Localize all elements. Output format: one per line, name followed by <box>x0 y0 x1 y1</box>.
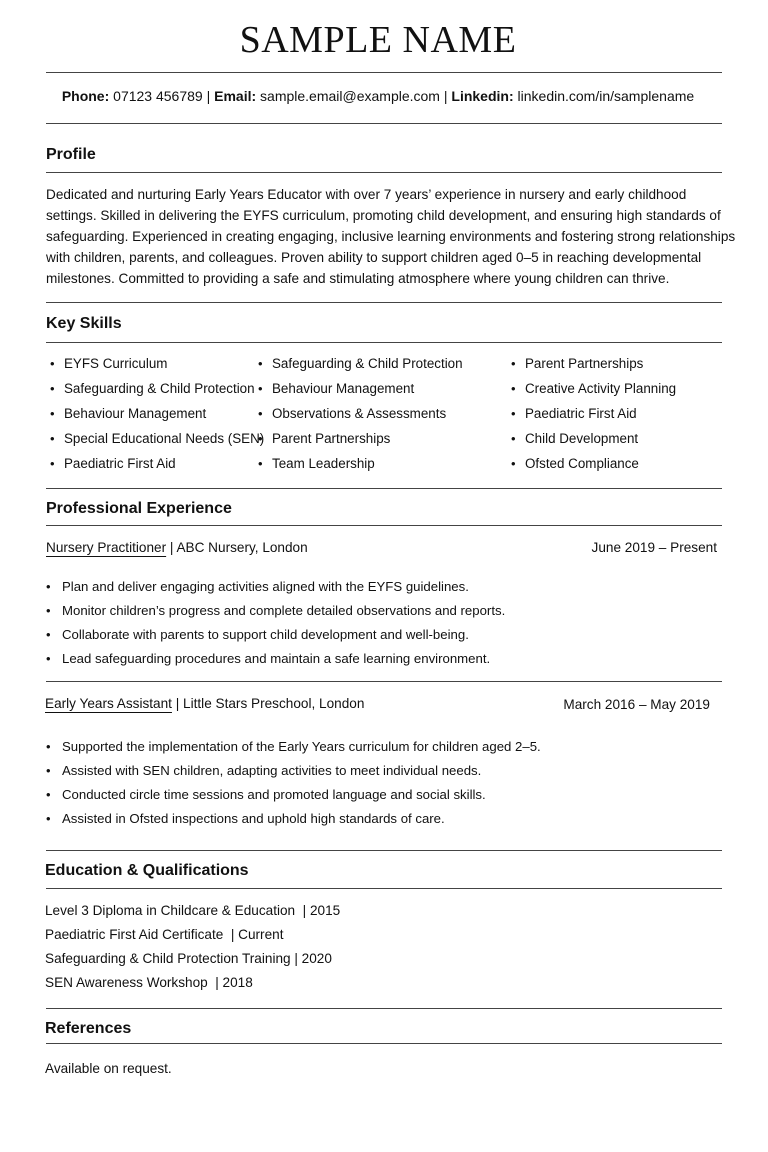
profile-line: Dedicated and nurturing Early Years Educator with over 7 years’ experience in nursery and early childhood <box>46 187 687 202</box>
profile-line: safeguarding. Experienced in creating engaging, inclusive learning environments and fostering strong relationships <box>46 229 736 244</box>
skill-item: • Parent Partnerships <box>258 426 463 451</box>
skill-item: • Safeguarding & Child Protection <box>50 376 264 401</box>
skill-item: • Ofsted Compliance <box>511 451 676 476</box>
skill-item: • Safeguarding & Child Protection <box>258 351 463 376</box>
divider <box>46 488 722 489</box>
skills-column-1 <box>50 351 264 476</box>
divider <box>46 302 722 303</box>
skill-item: • Behaviour Management <box>50 401 264 426</box>
phone-value: 07123 456789 <box>113 88 203 104</box>
qualification-item: Safeguarding & Child Protection Training | 2020 <box>45 951 332 966</box>
candidate-name: SAMPLE NAME <box>239 19 517 61</box>
divider <box>46 1043 722 1044</box>
profile-line: milestones. Committed to providing a safe and stimulating atmosphere where young children can thrive. <box>46 271 670 286</box>
divider <box>46 1008 722 1009</box>
linkedin-label: Linkedin: <box>451 88 514 104</box>
contact-line <box>0 88 756 104</box>
duty-item: • Collaborate with parents to support child development and well-being. <box>46 623 505 647</box>
job-employer: | Little Stars Preschool, London <box>171 696 365 711</box>
divider <box>46 681 722 682</box>
skill-item: • Observations & Assessments <box>258 401 463 426</box>
job-dates: June 2019 – Present <box>591 540 717 555</box>
divider <box>46 72 722 73</box>
job-duties <box>46 575 505 671</box>
job-duties <box>46 735 541 831</box>
duty-item: • Monitor children’s progress and complete detailed observations and reports. <box>46 599 505 623</box>
job-dates: March 2016 – May 2019 <box>563 697 710 712</box>
references-text: Available on request. <box>45 1061 172 1076</box>
divider <box>46 888 722 889</box>
duty-item: • Conducted circle time sessions and promoted language and social skills. <box>46 783 541 807</box>
skill-item: • Paediatric First Aid <box>50 451 264 476</box>
education-heading: Education & Qualifications <box>45 862 249 879</box>
qualification-item: SEN Awareness Workshop | 2018 <box>45 975 253 990</box>
qualification-item: Level 3 Diploma in Childcare & Education | 2015 <box>45 903 341 918</box>
qualifications-list <box>45 899 340 995</box>
skill-item: • Parent Partnerships <box>511 351 676 376</box>
phone-label: Phone: <box>61 88 110 104</box>
separator: | <box>443 88 448 104</box>
separator: | <box>206 88 211 104</box>
profile-line: with children, parents, and colleagues. Proven ability to support children aged 0–5 in reaching developmental <box>46 250 702 265</box>
job-employer: | ABC Nursery, London <box>166 540 308 555</box>
references-heading: References <box>45 1020 132 1037</box>
duty-item: • Plan and deliver engaging activities aligned with the EYFS guidelines. <box>46 575 505 599</box>
job-role: Early Years Assistant <box>45 696 172 711</box>
job-title-line <box>45 696 364 711</box>
experience-heading: Professional Experience <box>46 500 232 517</box>
skills-column-3 <box>511 351 676 476</box>
skill-item: • Behaviour Management <box>258 376 463 401</box>
skill-item: • Special Educational Needs (SEN) <box>50 426 264 451</box>
email-value: sample.email@example.com <box>260 88 440 104</box>
job-title-line <box>46 540 308 555</box>
duty-item: • Supported the implementation of the Early Years curriculum for children aged 2–5. <box>46 735 541 759</box>
linkedin-value: linkedin.com/in/samplename <box>517 88 695 104</box>
skill-item: • Creative Activity Planning <box>511 376 676 401</box>
divider <box>46 342 722 343</box>
divider <box>46 525 722 526</box>
profile-line: settings. Skilled in delivering the EYFS curriculum, promoting child development, and ensuring high standards of <box>46 208 721 223</box>
skills-column-2 <box>258 351 463 476</box>
email-label: Email: <box>214 88 257 104</box>
skill-item: • Paediatric First Aid <box>511 401 676 426</box>
qualification-item: Paediatric First Aid Certificate | Current <box>45 927 284 942</box>
divider <box>46 123 722 124</box>
skill-item: • EYFS Curriculum <box>50 351 264 376</box>
profile-heading: Profile <box>46 146 96 163</box>
profile-summary <box>46 184 736 289</box>
job-role: Nursery Practitioner <box>46 540 167 555</box>
duty-item: • Assisted in Ofsted inspections and uphold high standards of care. <box>46 807 541 831</box>
divider <box>46 850 722 851</box>
skills-heading: Key Skills <box>46 315 122 332</box>
divider <box>46 172 722 173</box>
skill-item: • Child Development <box>511 426 676 451</box>
duty-item: • Lead safeguarding procedures and maintain a safe learning environment. <box>46 647 505 671</box>
skill-item: • Team Leadership <box>258 451 463 476</box>
duty-item: • Assisted with SEN children, adapting activities to meet individual needs. <box>46 759 541 783</box>
